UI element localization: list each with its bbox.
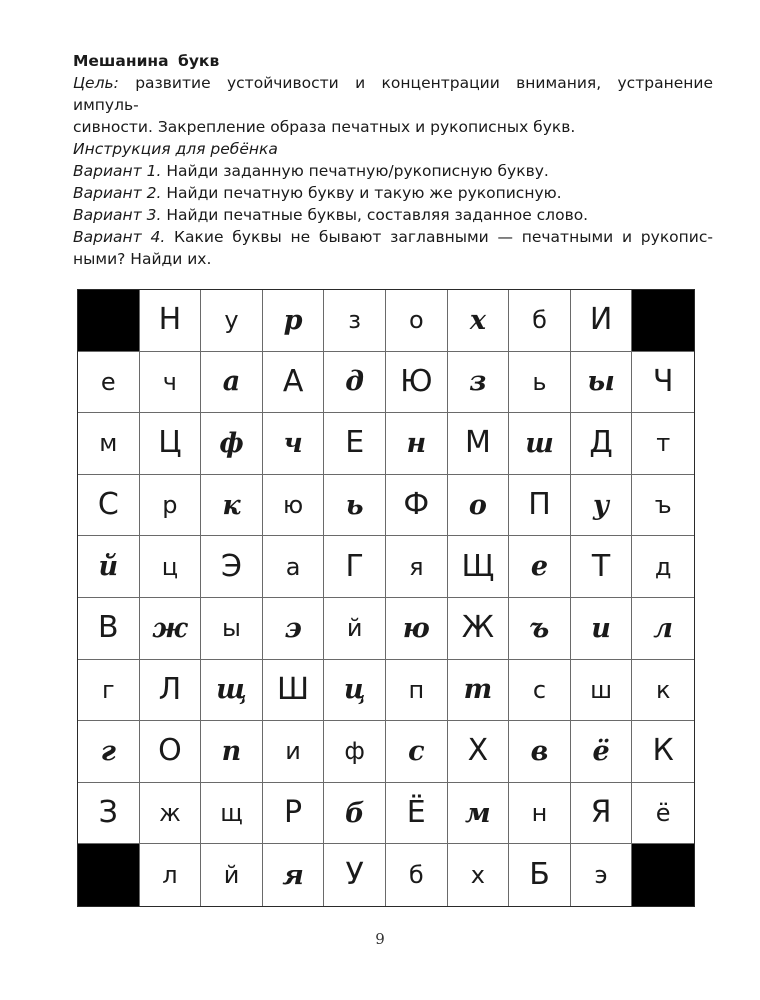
letter-cell[interactable]: Б xyxy=(509,844,571,906)
variant-4 xyxy=(73,226,713,248)
letter-cell[interactable]: ф xyxy=(324,721,386,783)
letter-cell[interactable]: к xyxy=(201,475,263,537)
letter-cell[interactable]: в xyxy=(509,721,571,783)
letter-cell[interactable]: ю xyxy=(263,475,325,537)
letter-cell[interactable]: Х xyxy=(448,721,510,783)
letter-cell[interactable]: ц xyxy=(140,536,202,598)
letter-cell[interactable]: у xyxy=(201,290,263,352)
letter-cell[interactable]: ы xyxy=(201,598,263,660)
letter-cell[interactable]: й xyxy=(78,536,140,598)
letter-cell[interactable]: Я xyxy=(571,783,633,845)
letter-cell[interactable]: э xyxy=(571,844,633,906)
exercise-header xyxy=(73,50,713,270)
letter-cell[interactable]: р xyxy=(140,475,202,537)
variant-1-label: Вариант 1. xyxy=(73,162,162,180)
goal-line-1 xyxy=(73,72,713,116)
goal-text-1: развитие устойчивости и концентрации внимания, устранение импуль- xyxy=(73,74,713,114)
page-number: 9 xyxy=(375,930,385,948)
letter-cell[interactable]: Н xyxy=(140,290,202,352)
letter-cell[interactable]: н xyxy=(509,783,571,845)
letter-cell[interactable]: л xyxy=(140,844,202,906)
letter-cell[interactable]: ю xyxy=(386,598,448,660)
letter-cell[interactable]: е xyxy=(78,352,140,414)
letter-cell[interactable]: т xyxy=(632,413,694,475)
letter-cell[interactable]: ф xyxy=(201,413,263,475)
letter-cell[interactable]: ъ xyxy=(509,598,571,660)
variant-1 xyxy=(73,160,713,182)
letter-cell[interactable]: ц xyxy=(324,660,386,722)
letter-cell[interactable]: р xyxy=(263,290,325,352)
letter-cell[interactable]: Ё xyxy=(386,783,448,845)
letter-cell[interactable]: ь xyxy=(324,475,386,537)
letter-cell[interactable]: Щ xyxy=(448,536,510,598)
goal-line-2: сивности. Закрепление образа печатных и рукописных букв. xyxy=(73,118,576,136)
letter-cell[interactable]: ы xyxy=(571,352,633,414)
letter-cell[interactable]: М xyxy=(448,413,510,475)
letter-cell[interactable]: и xyxy=(571,598,633,660)
letter-cell[interactable]: Ж xyxy=(448,598,510,660)
letter-cell[interactable]: п xyxy=(386,660,448,722)
letter-cell[interactable]: м xyxy=(78,413,140,475)
letter-cell[interactable]: з xyxy=(324,290,386,352)
letter-cell[interactable]: х xyxy=(448,290,510,352)
letter-cell[interactable]: ё xyxy=(571,721,633,783)
letter-cell[interactable]: Т xyxy=(571,536,633,598)
instruction-label: Инструкция для ребёнка xyxy=(73,140,278,158)
letter-cell[interactable]: У xyxy=(324,844,386,906)
letter-cell[interactable]: Л xyxy=(140,660,202,722)
goal-label: Цель: xyxy=(73,74,119,92)
letter-cell[interactable]: б xyxy=(509,290,571,352)
letter-cell[interactable]: ж xyxy=(140,783,202,845)
letter-cell[interactable]: к xyxy=(632,660,694,722)
letter-cell[interactable]: ь xyxy=(509,352,571,414)
letter-cell[interactable]: о xyxy=(448,475,510,537)
letter-cell[interactable]: с xyxy=(509,660,571,722)
letter-cell[interactable]: Е xyxy=(324,413,386,475)
letter-cell[interactable]: е xyxy=(509,536,571,598)
variant-4-continued: ными? Найди их. xyxy=(73,250,212,268)
black-corner-cell xyxy=(632,290,694,352)
letter-cell[interactable]: м xyxy=(448,783,510,845)
variant-1-text: Найди заданную печатную/рукописную букву. xyxy=(166,162,549,180)
letter-cell[interactable]: Э xyxy=(201,536,263,598)
variant-3-text: Найди печатные буквы, составляя заданное слово. xyxy=(166,206,589,224)
letter-grid xyxy=(77,289,695,907)
letter-cell[interactable]: ч xyxy=(263,413,325,475)
letter-cell[interactable]: я xyxy=(386,536,448,598)
letter-cell[interactable]: и xyxy=(263,721,325,783)
variant-3 xyxy=(73,204,713,226)
letter-cell[interactable]: б xyxy=(324,783,386,845)
black-corner-cell xyxy=(632,844,694,906)
letter-cell[interactable]: й xyxy=(324,598,386,660)
letter-cell[interactable]: К xyxy=(632,721,694,783)
variant-4-label: Вариант 4. xyxy=(73,228,166,246)
letter-cell[interactable]: Ц xyxy=(140,413,202,475)
letter-cell[interactable]: ч xyxy=(140,352,202,414)
letter-cell[interactable]: Г xyxy=(324,536,386,598)
letter-cell[interactable]: э xyxy=(263,598,325,660)
variant-4-text: Какие буквы не бывают заглавными — печатными и рукопис- xyxy=(174,228,713,246)
letter-cell[interactable]: Ш xyxy=(263,660,325,722)
letter-cell[interactable]: Ф xyxy=(386,475,448,537)
letter-cell[interactable]: С xyxy=(78,475,140,537)
letter-cell[interactable]: А xyxy=(263,352,325,414)
variant-2 xyxy=(73,182,713,204)
letter-cell[interactable]: г xyxy=(78,721,140,783)
letter-cell[interactable]: Д xyxy=(571,413,633,475)
letter-cell[interactable]: ж xyxy=(140,598,202,660)
variant-2-label: Вариант 2. xyxy=(73,184,162,202)
letter-cell[interactable]: д xyxy=(324,352,386,414)
letter-cell[interactable]: о xyxy=(386,290,448,352)
letter-cell[interactable]: В xyxy=(78,598,140,660)
letter-cell[interactable]: д xyxy=(632,536,694,598)
letter-cell[interactable]: т xyxy=(448,660,510,722)
letter-cell[interactable]: й xyxy=(201,844,263,906)
letter-cell[interactable]: ъ xyxy=(632,475,694,537)
letter-cell[interactable]: а xyxy=(201,352,263,414)
letter-cell[interactable]: х xyxy=(448,844,510,906)
variant-2-text: Найди печатную букву и такую же рукописную. xyxy=(166,184,562,202)
letter-cell[interactable]: г xyxy=(78,660,140,722)
letter-cell[interactable]: н xyxy=(386,413,448,475)
letter-cell[interactable]: п xyxy=(201,721,263,783)
letter-cell[interactable]: б xyxy=(386,844,448,906)
letter-cell[interactable]: щ xyxy=(201,783,263,845)
letter-cell[interactable]: с xyxy=(386,721,448,783)
letter-cell[interactable]: Ю xyxy=(386,352,448,414)
variant-3-label: Вариант 3. xyxy=(73,206,162,224)
letter-cell[interactable]: П xyxy=(509,475,571,537)
letter-cell[interactable]: ш xyxy=(509,413,571,475)
letter-cell[interactable]: И xyxy=(571,290,633,352)
letter-cell[interactable]: щ xyxy=(201,660,263,722)
letter-cell[interactable]: ш xyxy=(571,660,633,722)
letter-cell[interactable]: у xyxy=(571,475,633,537)
letter-cell[interactable]: Р xyxy=(263,783,325,845)
letter-cell[interactable]: З xyxy=(78,783,140,845)
letter-cell[interactable]: О xyxy=(140,721,202,783)
black-corner-cell xyxy=(78,844,140,906)
letter-cell[interactable]: а xyxy=(263,536,325,598)
letter-cell[interactable]: з xyxy=(448,352,510,414)
letter-cell[interactable]: я xyxy=(263,844,325,906)
letter-cell[interactable]: ё xyxy=(632,783,694,845)
letter-cell[interactable]: л xyxy=(632,598,694,660)
exercise-title: Мешанина букв xyxy=(73,52,220,70)
letter-cell[interactable]: Ч xyxy=(632,352,694,414)
black-corner-cell xyxy=(78,290,140,352)
